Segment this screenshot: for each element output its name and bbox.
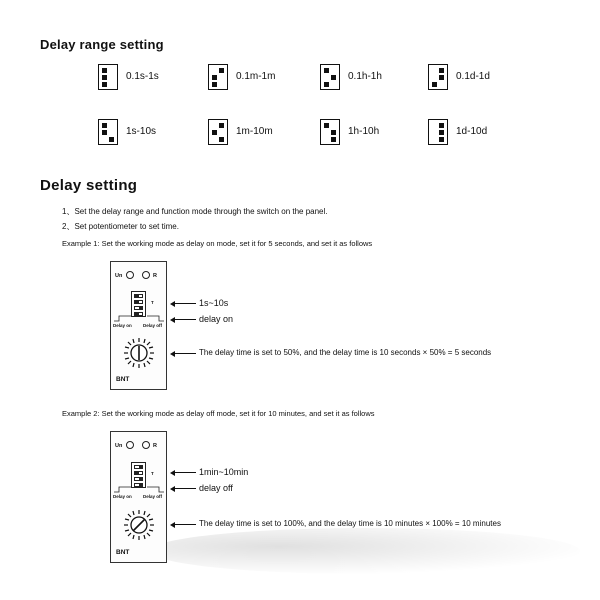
- range-switch-icon: [428, 64, 448, 90]
- range-switch-icon: [320, 119, 340, 145]
- led-r-label: R: [153, 443, 157, 449]
- mode-waveform-icon: [113, 315, 165, 322]
- potentiometer-knob-icon[interactable]: [123, 509, 155, 541]
- example1-mode-annotation: delay on: [199, 314, 234, 324]
- delay-on-label: Delay on: [113, 323, 132, 328]
- device-shadow: [150, 528, 580, 574]
- example1-range-annotation: 1s~10s: [199, 298, 229, 308]
- dip-switch[interactable]: [131, 462, 146, 488]
- led-r-indicator: [142, 441, 150, 449]
- example1-heading: Example 1: Set the working mode as delay on mode, set it for 5 seconds, and set it as follows: [62, 239, 373, 248]
- led-r-indicator: [142, 271, 150, 279]
- range-option-label: 0.1m-1m: [236, 71, 276, 82]
- range-switch-icon: [208, 119, 228, 145]
- range-switch-icon: [428, 119, 448, 145]
- range-option-label: 0.1s-1s: [126, 71, 159, 82]
- delay-off-label: Delay off: [143, 323, 163, 328]
- t-bracket-label: T: [151, 300, 154, 305]
- led-r-label: R: [153, 273, 157, 279]
- example2-mode-annotation: delay off: [199, 483, 233, 493]
- range-option-label: 1m-10m: [236, 126, 273, 137]
- range-switch-icon: [208, 64, 228, 90]
- range-section-title: Delay range setting: [40, 37, 164, 52]
- t-bracket-label: T: [151, 471, 154, 476]
- device-example1: [110, 261, 167, 390]
- setting-step-2: 2、Set potentiometer to set time.: [62, 222, 179, 231]
- brand-label: BNT: [116, 549, 130, 556]
- potentiometer-knob-icon[interactable]: [123, 337, 155, 369]
- example1-time-annotation: The delay time is set to 50%, and the delay time is 10 seconds × 50% = 5 seconds: [199, 348, 492, 357]
- range-option-label: 1h-10h: [348, 126, 380, 137]
- dip-switch[interactable]: [131, 291, 146, 317]
- delay-off-label: Delay off: [143, 494, 163, 499]
- led-un-indicator: [126, 271, 134, 279]
- mode-waveform-icon: [113, 486, 165, 493]
- range-option-label: 1s-10s: [126, 126, 157, 137]
- setting-step-1: 1、Set the delay range and function mode through the switch on the panel.: [62, 207, 328, 216]
- device-example2: [110, 431, 167, 563]
- led-un-label: Un: [115, 443, 123, 449]
- led-un-indicator: [126, 441, 134, 449]
- range-option-label: 0.1d-1d: [456, 71, 490, 82]
- example2-range-annotation: 1min~10min: [199, 467, 249, 477]
- range-option-label: 0.1h-1h: [348, 71, 382, 82]
- range-option-label: 1d-10d: [456, 126, 488, 137]
- example2-heading: Example 2: Set the working mode as delay off mode, set it for 10 minutes, and set it as follows: [62, 409, 375, 418]
- setting-section-title: Delay setting: [40, 177, 138, 194]
- delay-on-label: Delay on: [113, 494, 132, 499]
- range-switch-icon: [98, 64, 118, 90]
- range-switch-icon: [98, 119, 118, 145]
- led-un-label: Un: [115, 273, 123, 279]
- range-switch-icon: [320, 64, 340, 90]
- brand-label: BNT: [116, 376, 130, 383]
- example2-time-annotation: The delay time is set to 100%, and the delay time is 10 minutes × 100% = 10 minutes: [199, 519, 501, 528]
